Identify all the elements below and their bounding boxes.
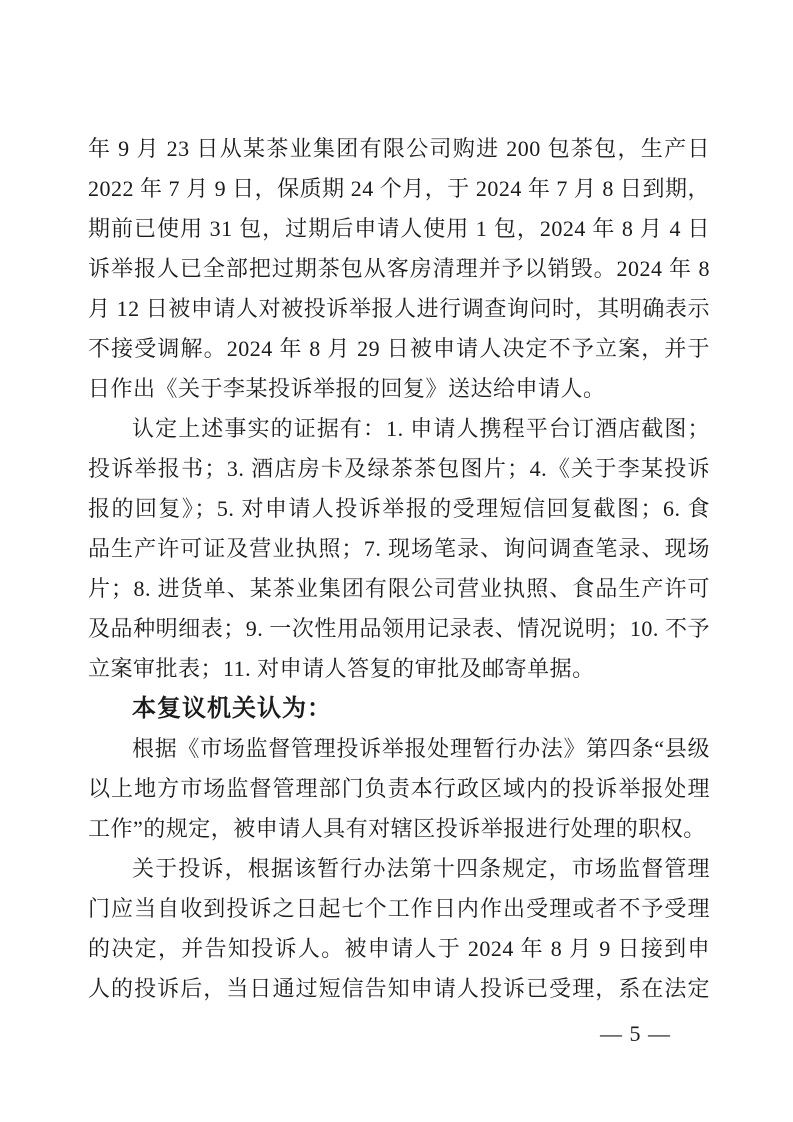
text-line: 不接受调解。2024 年 8 月 29 日被申请人决定不予立案，并于: [88, 336, 710, 361]
document-body: [88, 129, 710, 1009]
text-line: 的决定，并告知投诉人。被申请人于 2024 年 8 月 9 日接到申: [88, 936, 710, 961]
page-number: — 5 —: [600, 1021, 671, 1046]
text-line: 月 12 日被申请人对被投诉举报人进行调查询问时，其明确表示: [88, 296, 710, 321]
text-line: 诉举报人已全部把过期茶包从客房清理并予以销毁。2024 年 8: [88, 256, 710, 281]
text-line: 工作”的规定，被申请人具有对辖区投诉举报进行处理的职权。: [88, 816, 706, 841]
heading-line: 本复议机关认为：: [132, 695, 332, 722]
text-line: 2022 年 7 月 9 日，保质期 24 个月，于 2024 年 7 月 8 日到期，: [88, 176, 710, 201]
section-heading: [88, 689, 710, 729]
text-line: 根据《市场监督管理投诉举报处理暂行办法》第四条“县级: [132, 736, 710, 761]
paragraph: [88, 849, 710, 1009]
text-line: 认定上述事实的证据有：1. 申请人携程平台订酒店截图；: [132, 416, 710, 441]
text-line: 品生产许可证及营业执照；7. 现场笔录、询问调查笔录、现场: [88, 536, 710, 561]
text-line: 及品种明细表；9. 一次性用品领用记录表、情况说明；10. 不予: [88, 616, 710, 641]
text-line: 以上地方市场监督管理部门负责本行政区域内的投诉举报处理: [88, 776, 710, 801]
text-line: 片；8. 进货单、某茶业集团有限公司营业执照、食品生产许可: [88, 576, 710, 601]
paragraph: [88, 129, 710, 409]
text-line: 期前已使用 31 包，过期后申请人使用 1 包，2024 年 8 月 4 日: [88, 216, 710, 241]
paragraph: [88, 729, 710, 849]
text-line: 关于投诉，根据该暂行办法第十四条规定，市场监督管理: [132, 856, 710, 881]
text-line: 日作出《关于李某投诉举报的回复》送达给申请人。: [88, 376, 606, 401]
text-line: 门应当自收到投诉之日起七个工作日内作出受理或者不予受理: [88, 896, 710, 921]
text-line: 人的投诉后，当日通过短信告知申请人投诉已受理，系在法定: [88, 976, 710, 1001]
text-line: 投诉举报书；3. 酒店房卡及绿茶茶包图片；4.《关于李某投诉: [88, 456, 710, 481]
text-line: 立案审批表；11. 对申请人答复的审批及邮寄单据。: [88, 656, 595, 681]
text-line: 年 9 月 23 日从某茶业集团有限公司购进 200 包茶包，生产日: [88, 136, 710, 161]
paragraph: [88, 409, 710, 689]
text-line: 报的回复》；5. 对申请人投诉举报的受理短信回复截图；6. 食: [88, 496, 710, 521]
